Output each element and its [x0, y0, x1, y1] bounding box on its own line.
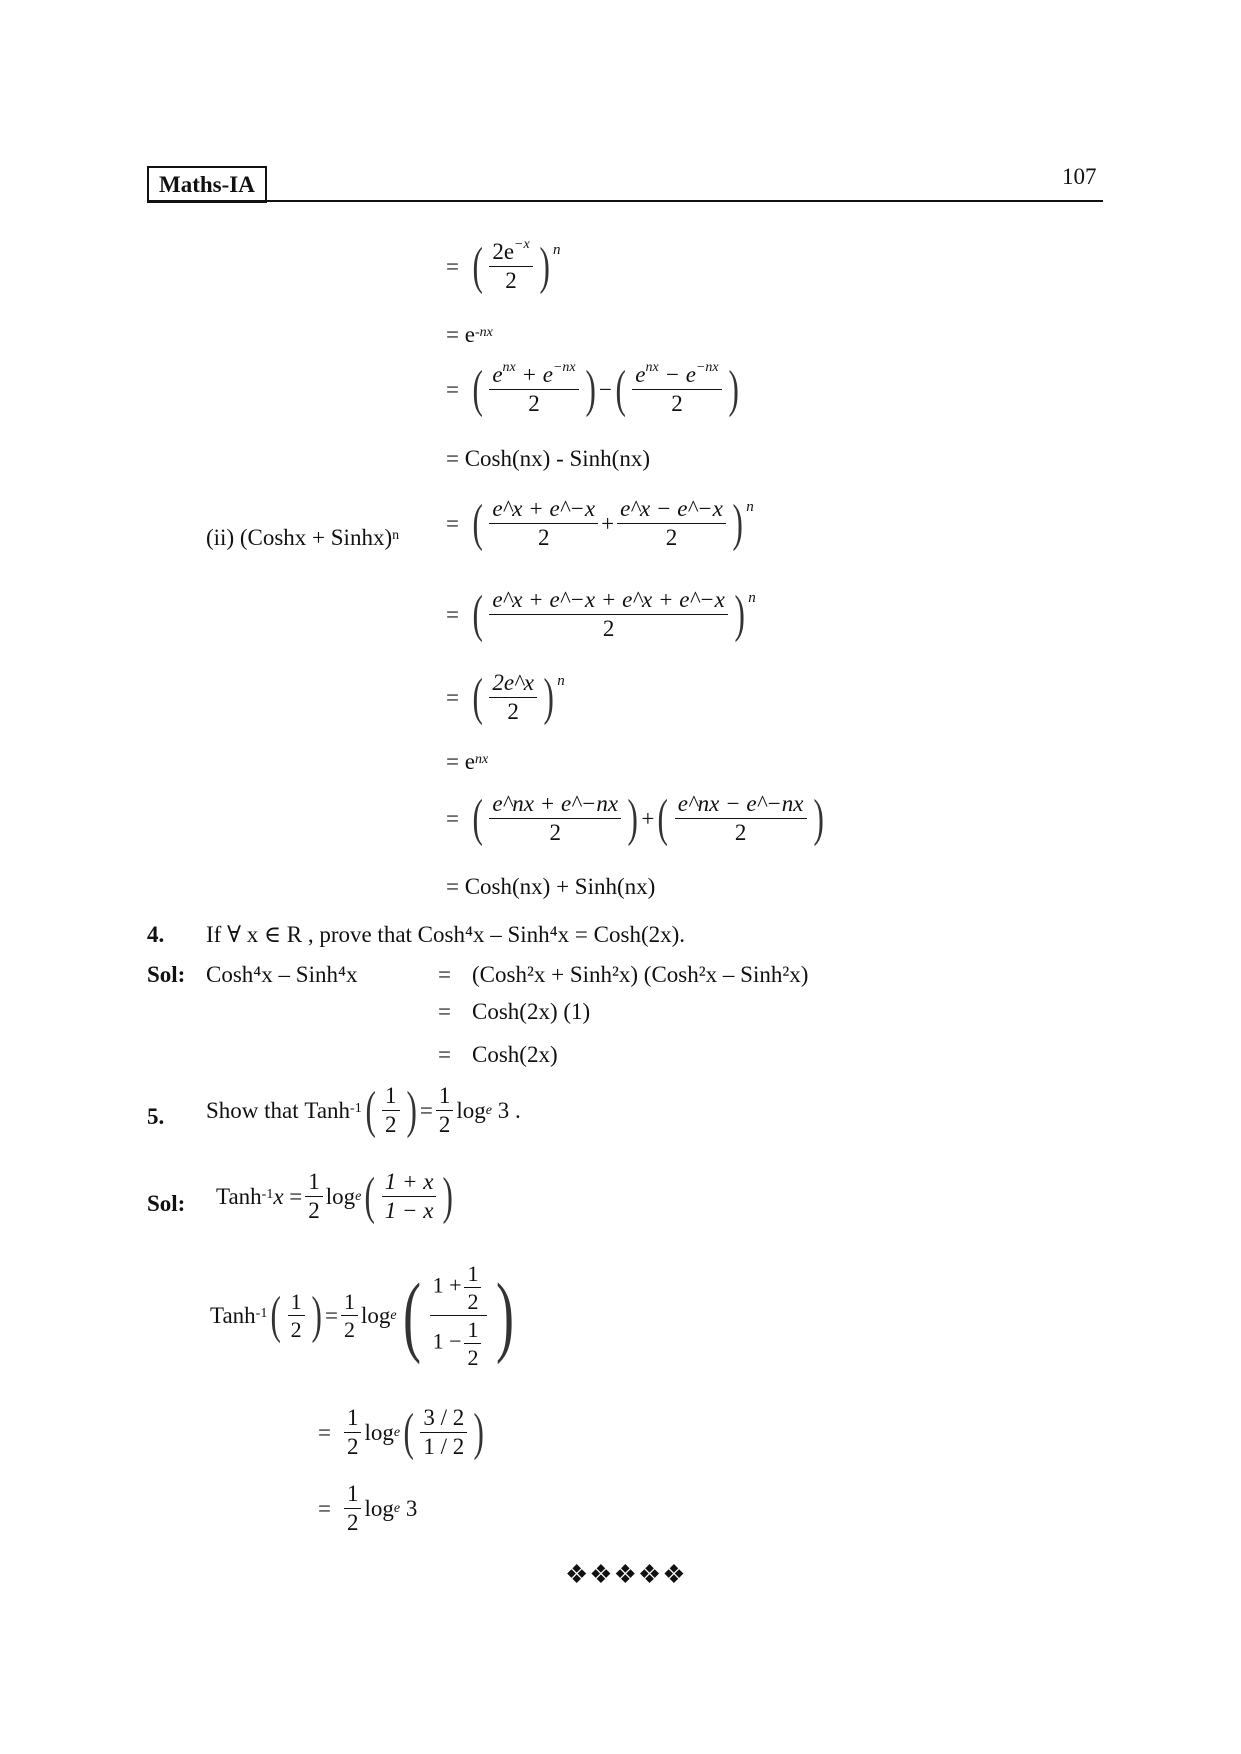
- ii-line-6: = Cosh(nx) + Sinh(nx): [446, 874, 656, 899]
- subject-box: Maths-IA: [147, 166, 267, 203]
- q4-statement: If ∀ x ∈ R , prove that Cosh⁴x – Sinh⁴x = Cosh(2x).: [206, 922, 686, 947]
- q4-sol-label: Sol:: [147, 962, 186, 987]
- page-number: 107: [1062, 164, 1097, 189]
- q5-number: 5.: [147, 1104, 165, 1129]
- q4-number: 4.: [147, 922, 165, 947]
- q5-sol-line-3: = $\frac{1}{2}$ log e ( $\frac{3 / 2}{1 / 2}$ ): [318, 1403, 485, 1461]
- q5-sol-label: Sol:: [147, 1191, 186, 1216]
- eq-line-4: = Cosh(nx) - Sinh(nx): [446, 446, 650, 471]
- ii-line-4: = e $^{nx}$: [446, 749, 489, 774]
- ii-line-2: = ( $\frac{e\^{}x + e\^{}-x + e\^{}x + e\^{}-x}{2}$ ) n: [446, 585, 756, 643]
- ii-line-3: = ( $\frac{2e\^{}x}{2}$ ) n: [446, 668, 565, 726]
- ii-line-1: = ( $\frac{e\^{}x + e\^{}-x}{2}$ + $\frac{e\^{}x - e\^{}-x}{2}$ ) n: [446, 494, 754, 552]
- q4-step-3: Cosh(2x): [472, 1042, 558, 1067]
- q5-sol-line-1: Tanh $^{-1}$ x = $\frac{1}{2}$ log e ( $\frac{1 + x}{1 - x}$ ): [216, 1167, 454, 1225]
- q5-sol-line-4: = $\frac{1}{2}$ log e 3: [318, 1481, 418, 1536]
- q4-step-1: (Cosh²x + Sinh²x) (Cosh²x – Sinh²x): [472, 962, 809, 987]
- eq-line-2: = e $^{-nx}$: [446, 322, 493, 347]
- q4-eq-2: =: [438, 999, 451, 1024]
- q4-eq-3: =: [438, 1042, 451, 1067]
- header-rule: [147, 200, 1103, 202]
- q5-sol-line-2: Tanh $^{-1}$ ( $\frac{1}{2}$ ) = $\frac{1}{2}$ log e ( 1 + $\frac{1}{2}$ 1 − $\frac{1}{2}$ ): [210, 1261, 515, 1371]
- ii-line-5: = ( $\frac{e\^{}nx + e\^{}-nx}{2}$ ) + ( $\frac{e\^{}nx - e\^{}-nx}{2}$ ): [446, 789, 824, 847]
- q4-lhs: Cosh⁴x – Sinh⁴x: [206, 962, 358, 987]
- q4-step-2: Cosh(2x) (1): [472, 999, 591, 1024]
- q5-statement: Show that Tanh $^{-1}$ ( $\frac{1}{2}$ ) = $\frac{1}{2}$ log e 3 .: [206, 1081, 521, 1139]
- footer-ornament: ❖❖❖❖❖: [565, 1560, 687, 1589]
- q4-eq-1: =: [438, 962, 451, 987]
- part-ii-label: (ii) (Coshx + Sinhx) $^n$: [206, 525, 400, 550]
- eq-line-3: = ( $\frac{e^{nx} + e^{-nx}}{2}$ ) − ( $\frac{e^{nx} - e^{-nx}}{2}$ ): [446, 360, 739, 418]
- eq-line-1: = ( $\frac{2e^{-x}}{2}$ ) n: [446, 237, 561, 295]
